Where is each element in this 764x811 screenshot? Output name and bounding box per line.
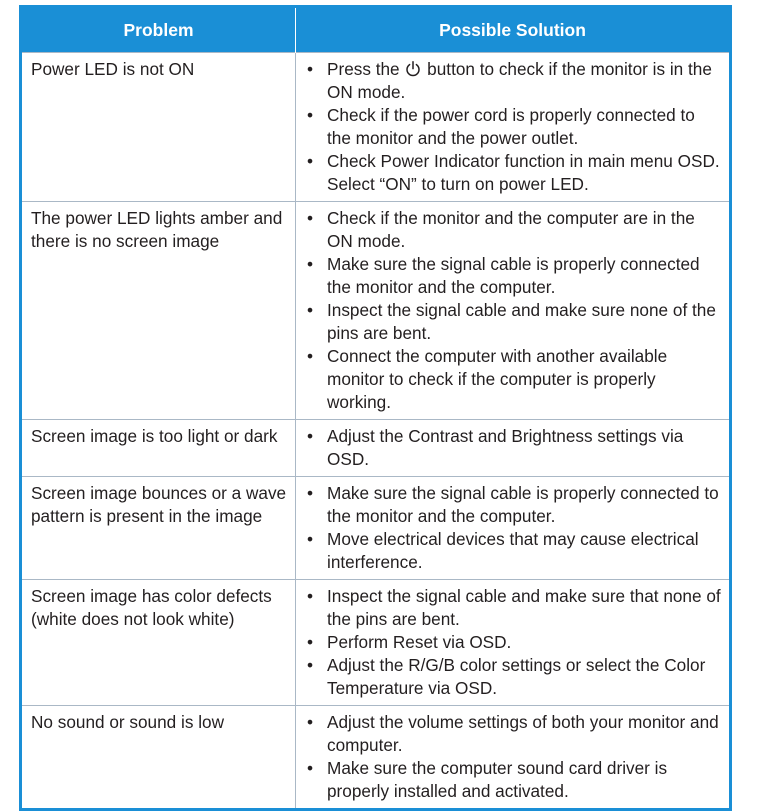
problem-cell: Screen image has color defects (white does not look white) xyxy=(21,580,296,706)
solution-item xyxy=(302,425,723,471)
solution-text: Connect the computer with another available monitor to check if the computer is properly working. xyxy=(327,346,668,412)
solution-text: Check Power Indicator function in main menu OSD. Select “ON” to turn on power LED. xyxy=(327,151,720,194)
solution-list xyxy=(302,425,723,471)
solution-cell xyxy=(296,53,731,202)
bullet-icon: • xyxy=(307,632,314,652)
table-row xyxy=(21,420,731,477)
solution-text: Make sure the computer sound card driver is properly installed and activated. xyxy=(327,758,668,801)
table-row xyxy=(21,477,731,580)
solution-cell xyxy=(296,580,731,706)
problem-cell: Screen image bounces or a wave pattern is present in the image xyxy=(21,477,296,580)
solution-item xyxy=(302,482,723,528)
problem-cell: Power LED is not ON xyxy=(21,53,296,202)
table-row xyxy=(21,706,731,810)
solution-list xyxy=(302,58,723,196)
table-row xyxy=(21,53,731,202)
solution-item xyxy=(302,150,723,196)
solution-item xyxy=(302,299,723,345)
solution-item xyxy=(302,631,723,654)
solution-item xyxy=(302,207,723,253)
solution-list xyxy=(302,482,723,574)
solution-text: Make sure the signal cable is properly connected the monitor and the computer. xyxy=(327,254,700,297)
bullet-icon: • xyxy=(307,105,314,125)
solution-list xyxy=(302,711,723,803)
table-row xyxy=(21,202,731,420)
problem-cell: No sound or sound is low xyxy=(21,706,296,810)
solution-text: Inspect the signal cable and make sure none of the pins are bent. xyxy=(327,300,716,343)
header-possible-solution: Possible Solution xyxy=(296,7,731,53)
problem-cell: Screen image is too light or dark xyxy=(21,420,296,477)
solution-item xyxy=(302,757,723,803)
solution-text: Inspect the signal cable and make sure that none of the pins are bent. xyxy=(327,586,721,629)
solution-cell xyxy=(296,706,731,810)
solution-item xyxy=(302,253,723,299)
header-problem: Problem xyxy=(21,7,296,53)
solution-text-pre: Press the xyxy=(327,59,400,79)
bullet-icon: • xyxy=(307,426,314,446)
solution-item xyxy=(302,711,723,757)
bullet-icon: • xyxy=(307,529,314,549)
solution-item xyxy=(302,58,723,104)
solution-cell xyxy=(296,420,731,477)
solution-text: Adjust the Contrast and Brightness settings via OSD. xyxy=(327,426,684,469)
table-row xyxy=(21,580,731,706)
bullet-icon: • xyxy=(307,655,314,675)
solution-text: Move electrical devices that may cause electrical interference. xyxy=(327,529,699,572)
solution-cell xyxy=(296,477,731,580)
problem-cell: The power LED lights amber and there is no screen image xyxy=(21,202,296,420)
solution-list xyxy=(302,585,723,700)
bullet-icon: • xyxy=(307,346,314,366)
solution-text: Adjust the volume settings of both your monitor and computer. xyxy=(327,712,719,755)
power-icon xyxy=(405,61,421,77)
bullet-icon: • xyxy=(307,151,314,171)
solution-item xyxy=(302,585,723,631)
bullet-icon: • xyxy=(307,254,314,274)
solution-item xyxy=(302,528,723,574)
solution-text: Check if the power cord is properly connected to the monitor and the power outlet. xyxy=(327,105,695,148)
bullet-icon: • xyxy=(307,712,314,732)
solution-cell xyxy=(296,202,731,420)
solution-text-post: button to check if the monitor is in the ON mode. xyxy=(327,59,712,102)
bullet-icon: • xyxy=(307,208,314,228)
solution-text: Make sure the signal cable is properly connected to the monitor and the computer. xyxy=(327,483,719,526)
bullet-icon: • xyxy=(307,59,314,79)
table-header-row xyxy=(21,7,731,53)
troubleshooting-table xyxy=(19,5,732,811)
solution-text: Perform Reset via OSD. xyxy=(327,632,512,652)
bullet-icon: • xyxy=(307,483,314,503)
solution-list xyxy=(302,207,723,414)
solution-text: Check if the monitor and the computer are in the ON mode. xyxy=(327,208,695,251)
bullet-icon: • xyxy=(307,300,314,320)
solution-item xyxy=(302,654,723,700)
solution-item xyxy=(302,104,723,150)
bullet-icon: • xyxy=(307,586,314,606)
solution-text: Adjust the R/G/B color settings or select the Color Temperature via OSD. xyxy=(327,655,706,698)
solution-item xyxy=(302,345,723,414)
bullet-icon: • xyxy=(307,758,314,778)
